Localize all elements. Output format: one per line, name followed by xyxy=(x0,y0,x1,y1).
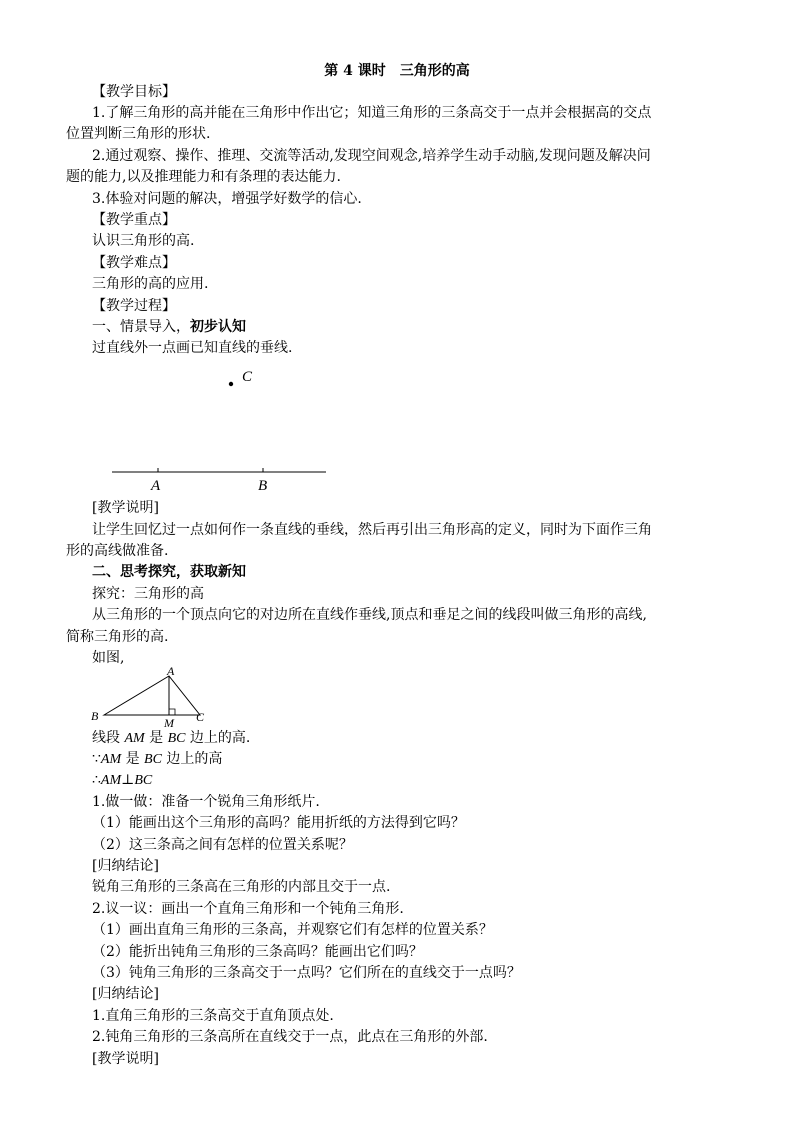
section-1-title: 一、情景导入，初步认知 xyxy=(92,319,246,335)
key-point-text: 认识三角形的高. xyxy=(92,233,195,249)
activity-1-question-2: （2）这三条高之间有怎样的位置关系呢？ xyxy=(92,837,353,853)
perpendicular-figure xyxy=(110,360,350,496)
conclusion-2-item-2: 2.钝角三角形的三条高所在直线交于一点，此点在三角形的外部. xyxy=(92,1029,488,1045)
triangle-vertex-b-label: B xyxy=(91,709,99,723)
right-angle-mark xyxy=(169,709,175,715)
triangle-vertex-c-label: C xyxy=(196,710,205,724)
point-b-label: B xyxy=(258,478,268,494)
teaching-note-heading-2: [教学说明] xyxy=(92,1051,159,1067)
conclusion-heading-2: [归纳结论] xyxy=(92,986,159,1002)
difficulty-heading: 【教学难点】 xyxy=(92,255,176,271)
section-1-text: 过直线外一点画已知直线的垂线. xyxy=(92,340,293,356)
key-point-heading: 【教学重点】 xyxy=(92,212,176,228)
as-figure-text: 如图, xyxy=(92,650,125,666)
activity-1-question-1: （1）能画出这个三角形的高吗？能用折纸的方法得到它吗？ xyxy=(92,815,465,831)
objective-2-line-1: 2.通过观察、操作、推理、交流等活动,发现空间观念,培养学生动手动脑,发现问题及解决问 xyxy=(92,148,651,164)
section-2-title: 二、思考探究，获取新知 xyxy=(92,564,246,580)
activity-2-question-1: （1）画出直角三角形的三条高，并观察它们有怎样的位置关系？ xyxy=(92,922,493,938)
objective-1-line-1: 1.了解三角形的高并能在三角形中作出它；知道三角形的三条高交于一点并会根据高的交点 xyxy=(92,105,652,121)
foot-m-label: M xyxy=(164,716,174,729)
because-statement: ∵AM 是 BC 边上的高 xyxy=(92,751,223,767)
teaching-note-1-line-1: 让学生回忆过一点如何作一条直线的垂线，然后再引出三角形高的定义，同时为下面作三角 xyxy=(92,522,652,538)
difficulty-text: 三角形的高的应用. xyxy=(92,276,209,292)
point-a-label: A xyxy=(151,478,161,494)
objectives-heading: 【教学目标】 xyxy=(92,84,176,100)
objective-3: 3.体验对问题的解决，增强学好数学的信心. xyxy=(92,191,362,207)
point-c-label: C xyxy=(242,369,253,385)
conclusion-heading-1: [归纳结论] xyxy=(92,858,159,874)
objective-2-line-2: 题的能力,以及推理能力和有条理的表达能力. xyxy=(66,169,341,185)
lesson-title: 第 4 课时 三角形的高 xyxy=(324,63,470,79)
point-c-dot xyxy=(229,382,233,386)
altitude-definition-line-2: 简称三角形的高. xyxy=(66,629,169,645)
activity-1: 1.做一做：准备一个锐角三角形纸片. xyxy=(92,794,320,810)
teaching-note-heading-1: [教学说明] xyxy=(92,500,159,516)
altitude-definition-line-1: 从三角形的一个顶点向它的对边所在直线作垂线,顶点和垂足之间的线段叫做三角形的高线, xyxy=(92,607,647,623)
process-heading: 【教学过程】 xyxy=(92,298,176,314)
therefore-statement: ∴AM⊥BC xyxy=(92,772,153,788)
conclusion-1: 锐角三角形的三条高在三角形的内部且交于一点. xyxy=(92,879,391,895)
triangle-vertex-a-label: A xyxy=(167,664,175,678)
objective-1-line-2: 位置判断三角形的形状. xyxy=(66,126,211,142)
teaching-note-1-line-2: 形的高线做准备. xyxy=(66,543,169,559)
activity-2-question-3: （3）钝角三角形的三条高交于一点吗？它们所在的直线交于一点吗？ xyxy=(92,965,521,981)
segment-statement: 线段 AM 是 BC 边上的高. xyxy=(92,730,251,746)
activity-2: 2.议一议：画出一个直角三角形和一个钝角三角形. xyxy=(92,901,404,917)
conclusion-2-item-1: 1.直角三角形的三条高交于直角顶点处. xyxy=(92,1008,334,1024)
explore-title: 探究：三角形的高 xyxy=(92,586,204,602)
triangle-abc xyxy=(104,676,200,715)
triangle-altitude-figure xyxy=(90,663,220,729)
activity-2-question-2: （2）能折出钝角三角形的三条高吗？能画出它们吗？ xyxy=(92,944,423,960)
